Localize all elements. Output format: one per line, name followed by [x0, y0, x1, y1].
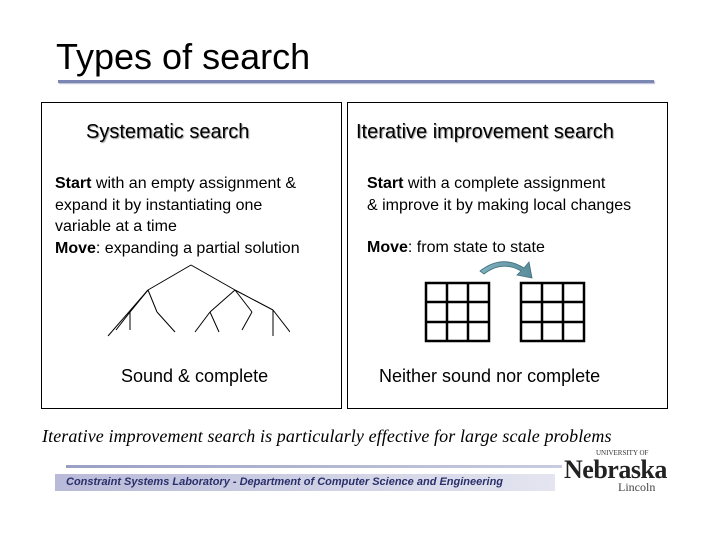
- tree-edge: [235, 290, 252, 312]
- footer-quote: Iterative improvement search is particularly effective for large scale problems: [42, 426, 612, 446]
- start-text-line-2: expand it by instantiating one: [55, 196, 263, 214]
- state-grid-right: [521, 283, 584, 341]
- tree-edge: [116, 312, 130, 330]
- start-label: Start: [367, 175, 404, 192]
- tree-edge: [235, 290, 273, 310]
- logo-name: Nebraska: [564, 455, 667, 484]
- university-logo: [562, 449, 667, 495]
- iterative-improvement-caption: Neither sound nor complete: [379, 366, 601, 386]
- lab-name: Constraint Systems Laboratory - Department of Computer Science and Engineering: [66, 476, 504, 488]
- footer-divider: [66, 465, 562, 468]
- move-text: : expanding a partial solution: [95, 239, 300, 257]
- tree-edge: [148, 290, 157, 312]
- logo-subtitle: Lincoln: [618, 480, 656, 494]
- start-text-line-3: variable at a time: [55, 218, 177, 235]
- tree-edge: [210, 290, 235, 312]
- state-transition-diagram: [420, 256, 600, 348]
- move-text: : from state to state: [407, 239, 545, 256]
- title-underline: [58, 80, 654, 83]
- logo-top-text: UNIVERSITY OF: [596, 449, 649, 457]
- start-label: Start: [55, 175, 92, 192]
- systematic-search-caption: Sound & complete: [121, 366, 269, 386]
- systematic-search-description: [55, 173, 300, 259]
- tree-edge: [191, 265, 235, 290]
- start-text: with an empty assignment &: [91, 175, 296, 192]
- start-text: with a complete assignment: [403, 175, 606, 192]
- start-text-line-2: & improve it by making local changes: [367, 196, 632, 214]
- search-tree-diagram: [100, 264, 290, 344]
- tree-edge: [148, 265, 191, 290]
- move-label: Move: [367, 239, 408, 256]
- systematic-search-heading: Systematic search: [86, 121, 250, 143]
- move-label: Move: [55, 239, 96, 257]
- iterative-improvement-description: [367, 173, 631, 259]
- tree-edge: [195, 312, 210, 332]
- tree-edge: [157, 312, 175, 332]
- slide-title: Types of search: [56, 36, 311, 77]
- tree-edge: [130, 290, 148, 312]
- tree-edge: [273, 310, 290, 332]
- tree-edge: [210, 312, 219, 332]
- state-grid-left: [426, 283, 489, 341]
- tree-edge: [242, 312, 252, 330]
- iterative-improvement-heading: Iterative improvement search: [356, 121, 614, 143]
- transition-arrow-icon: [480, 262, 532, 278]
